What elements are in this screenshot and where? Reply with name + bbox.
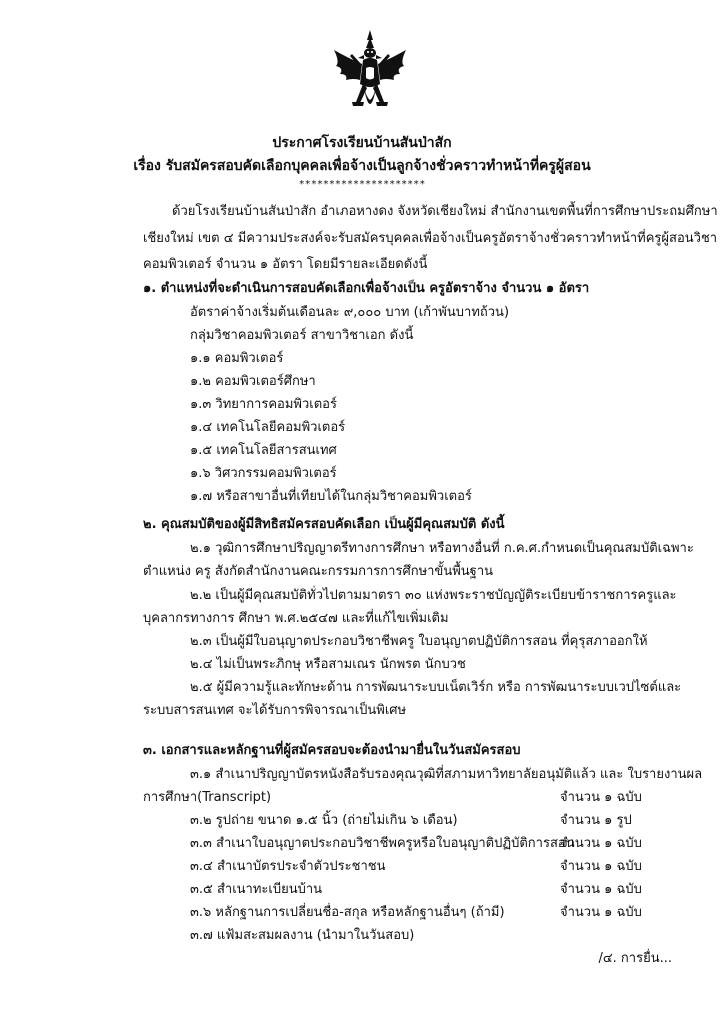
document-line: ๓.๖ หลักฐานการเปลี่ยนชื่อ-สกุล หรือหลักฐานอื่นๆ (ถ้ามี) xyxy=(190,905,505,920)
qualification-line: บุคลากรทางการ ศึกษา พ.ศ.๒๕๔๗ และที่แก้ไขเพิ่มเติม xyxy=(143,611,449,626)
document-quantity: จำนวน ๑ ฉบับ xyxy=(560,836,642,851)
section-3-heading: ๓. เอกสารและหลักฐานที่ผู้สมัครสอบจะต้องนำมายื่นในวันสมัครสอบ xyxy=(143,743,521,758)
section-2-heading: ๒. คุณสมบัติของผู้มีสิทธิสมัครสอบคัดเลือก เป็นผู้มีคุณสมบัติ ดังนี้ xyxy=(143,517,505,532)
document-line: ๓.๓ สำเนาใบอนุญาตประกอบวิชาชีพครูหรือใบอนุญาติปฏิบัติการสอน xyxy=(190,836,575,851)
qualification-line: ๒.๒ เป็นผู้มีคุณสมบัติทั่วไปตามมาตรา ๓๐ แห่งพระราชบัญญัติระเบียบข้าราชการครูและ xyxy=(190,588,677,603)
document-quantity: จำนวน ๑ ฉบับ xyxy=(560,905,642,920)
major-item: ๑.๗ หรือสาขาอื่นที่เทียบได้ในกลุ่มวิชาคอมพิวเตอร์ xyxy=(190,489,472,504)
qualification-line: ๒.๔ ไม่เป็นพระภิกษุ หรือสามเณร นักพรต นักบวช xyxy=(190,657,466,672)
document-title: ประกาศโรงเรียนบ้านสันป่าสัก xyxy=(272,135,452,151)
document-quantity: จำนวน ๑ ฉบับ xyxy=(560,790,642,805)
section-1-heading: ๑. ตำแหน่งที่จะดำเนินการสอบคัดเลือกเพื่อจ้างเป็น ครูอัตราจ้าง จำนวน ๑ อัตรา xyxy=(143,281,590,296)
major-item: ๑.๖ วิศวกรรมคอมพิวเตอร์ xyxy=(190,466,337,481)
major-item: ๑.๓ วิทยาการคอมพิวเตอร์ xyxy=(190,397,337,412)
major-item: ๑.๑ คอมพิวเตอร์ xyxy=(190,351,284,366)
document-line: ๓.๕ สำเนาทะเบียนบ้าน xyxy=(190,882,323,897)
continued-marker: /๔. การยื่น... xyxy=(598,951,672,966)
intro-line-3: คอมพิวเตอร์ จำนวน ๑ อัตรา โดยมีรายละเอียดดังนี้ xyxy=(143,257,428,272)
section-1-group: กลุ่มวิชาคอมพิวเตอร์ สาขาวิชาเอก ดังนี้ xyxy=(190,328,414,343)
qualification-line: ระบบสารสนเทศ จะได้รับการพิจารณาเป็นพิเศษ xyxy=(143,703,407,718)
title-separator: ********************* xyxy=(298,179,426,190)
document-quantity: จำนวน ๑ ฉบับ xyxy=(560,882,642,897)
document-line: ๓.๒ รูปถ่าย ขนาด ๑.๕ นิ้ว (ถ่ายไม่เกิน ๖ เดือน) xyxy=(190,813,458,828)
intro-line-2: เชียงใหม่ เขต ๔ มีความประสงค์จะรับสมัครบุคคลเพื่อจ้างเป็นครูอัตราจ้างชั่วคราวทำหน้าที่ครูผู้สอนวิชา xyxy=(143,231,718,246)
garuda-emblem-icon xyxy=(330,28,410,122)
major-item: ๑.๕ เทคโนโลยีสารสนเทศ xyxy=(190,443,337,458)
section-1-salary: อัตราค่าจ้างเริ่มต้นเดือนละ ๙,๐๐๐ บาท (เก้าพันบาทถ้วน) xyxy=(190,305,510,320)
document-line: ๓.๔ สำเนาบัตรประจำตัวประชาชน xyxy=(190,859,386,874)
document-line: ๓.๑ สำเนาปริญญาบัตรหนังสือรับรองคุณวุฒิที่สภามหาวิทยาลัยอนุมัติแล้ว และ ใบรายงานผล xyxy=(190,767,703,782)
qualification-line: ๒.๑ วุฒิการศึกษาปริญญาตรีทางการศึกษา หรือทางอื่นที่ ก.ค.ศ.กำหนดเป็นคุณสมบัติเฉพาะ xyxy=(190,541,694,556)
qualification-line: ๒.๕ ผู้มีความรู้และทักษะด้าน การพัฒนาระบบเน็ตเวิร์ก หรือ การพัฒนาระบบเวปไซต์และ xyxy=(190,680,682,695)
qualification-line: ตำแหน่ง ครู สังกัดสำนักงานคณะกรรมการการศึกษาขั้นพื้นฐาน xyxy=(143,564,494,579)
intro-line-1: ด้วยโรงเรียนบ้านสันป่าสัก อำเภอหางดง จังหวัดเชียงใหม่ สำนักงานเขตพื้นที่การศึกษาประถมศึกษา xyxy=(172,204,718,219)
major-item: ๑.๒ คอมพิวเตอร์ศึกษา xyxy=(190,374,316,389)
document-subject: เรื่อง รับสมัครสอบคัดเลือกบุคคลเพื่อจ้างเป็นลูกจ้างชั่วคราวทำหน้าที่ครูผู้สอน xyxy=(133,158,591,174)
qualification-line: ๒.๓ เป็นผู้มีใบอนุญาตประกอบวิชาชีพครู ใบอนุญาตปฏิบัติการสอน ที่คุรุสภาออกให้ xyxy=(190,634,648,649)
document-line: ๓.๗ แฟ้มสะสมผลงาน (นำมาในวันสอบ) xyxy=(190,928,415,943)
document-quantity: จำนวน ๑ รูป xyxy=(560,813,632,828)
major-item: ๑.๔ เทคโนโลยีคอมพิวเตอร์ xyxy=(190,420,346,435)
document-quantity: จำนวน ๑ ฉบับ xyxy=(560,859,642,874)
document-line: การศึกษา(Transcript) xyxy=(143,790,272,805)
